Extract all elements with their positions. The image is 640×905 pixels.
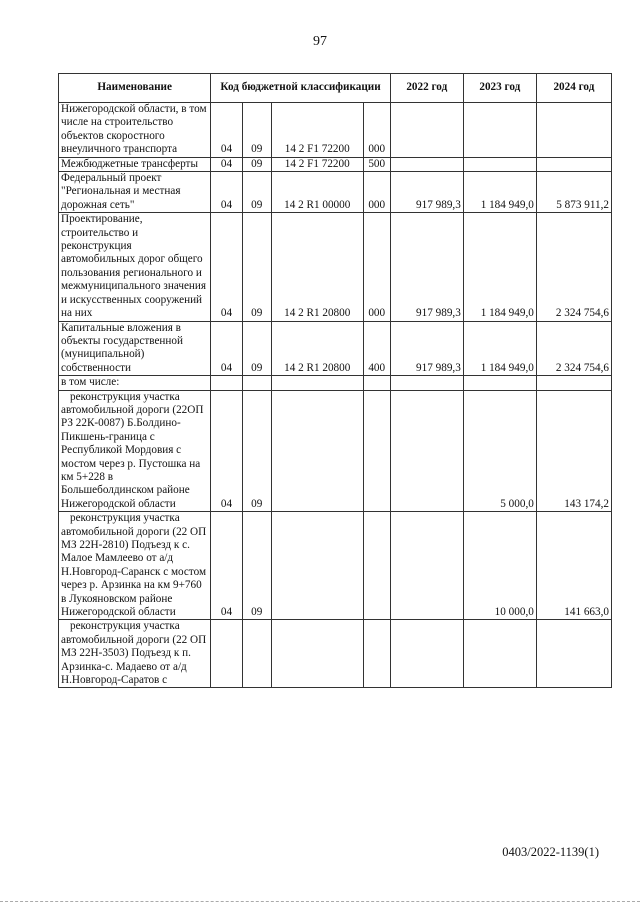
row-2022 (390, 103, 463, 158)
row-vr: 000 (363, 172, 390, 213)
row-name: в том числе: (59, 376, 211, 390)
row-name: Федеральный проект "Региональная и местная дорожная сеть" (59, 172, 211, 213)
row-pr: 09 (242, 213, 271, 321)
row-vr (363, 512, 390, 620)
table-row (59, 620, 612, 688)
row-2023 (463, 376, 536, 390)
row-csr (271, 620, 363, 688)
row-2022: 917 989,3 (390, 213, 463, 321)
table-row (59, 172, 612, 213)
table-row (59, 376, 612, 390)
row-2022 (390, 620, 463, 688)
row-csr (271, 390, 363, 512)
row-2024 (536, 157, 611, 171)
row-csr: 14 2 R1 20800 (271, 321, 363, 376)
row-2023: 1 184 949,0 (463, 213, 536, 321)
row-2022 (390, 512, 463, 620)
row-csr: 14 2 R1 00000 (271, 172, 363, 213)
row-2023: 5 000,0 (463, 390, 536, 512)
row-pr (242, 376, 271, 390)
row-vr (363, 390, 390, 512)
row-2022 (390, 157, 463, 171)
row-pr: 09 (242, 103, 271, 158)
table-row (59, 103, 612, 158)
row-vr (363, 376, 390, 390)
row-2024 (536, 103, 611, 158)
row-vr (363, 620, 390, 688)
header-code: Код бюджетной классификации (211, 74, 390, 103)
row-csr: 14 2 R1 20800 (271, 213, 363, 321)
row-rz (211, 620, 242, 688)
row-2022 (390, 376, 463, 390)
row-rz: 04 (211, 157, 242, 171)
row-csr (271, 512, 363, 620)
row-pr: 09 (242, 512, 271, 620)
row-name: Нижегородской области, в том числе на строительство объектов скоростного внеуличного транспорта (59, 103, 211, 158)
page-number: 97 (313, 34, 327, 49)
row-pr: 09 (242, 157, 271, 171)
row-vr: 500 (363, 157, 390, 171)
row-2023: 10 000,0 (463, 512, 536, 620)
row-vr: 000 (363, 213, 390, 321)
row-2022 (390, 390, 463, 512)
row-2023: 1 184 949,0 (463, 172, 536, 213)
row-name: реконструкция участка автомобильной дороги (22 ОП МЗ 22Н-3503) Подъезд к п. Арзинка-с. Мадаево от а/д Н.Новгород-Саратов с (59, 620, 211, 688)
table-row (59, 512, 612, 620)
table-row (59, 321, 612, 376)
row-csr (271, 376, 363, 390)
row-2023: 1 184 949,0 (463, 321, 536, 376)
row-2023 (463, 103, 536, 158)
row-2024: 2 324 754,6 (536, 321, 611, 376)
header-2022: 2022 год (390, 74, 463, 103)
row-rz: 04 (211, 172, 242, 213)
row-2024: 143 174,2 (536, 390, 611, 512)
row-2023 (463, 620, 536, 688)
row-csr: 14 2 F1 72200 (271, 103, 363, 158)
row-rz: 04 (211, 213, 242, 321)
row-2024: 141 663,0 (536, 512, 611, 620)
row-rz: 04 (211, 512, 242, 620)
row-2024: 5 873 911,2 (536, 172, 611, 213)
table-row (59, 213, 612, 321)
row-pr: 09 (242, 172, 271, 213)
row-pr (242, 620, 271, 688)
header-2024: 2024 год (536, 74, 611, 103)
row-name: Капитальные вложения в объекты государственной (муниципальной) собственности (59, 321, 211, 376)
row-pr: 09 (242, 390, 271, 512)
row-vr: 400 (363, 321, 390, 376)
row-name: реконструкция участка автомобильной дороги (22ОП РЗ 22К-0087) Б.Болдино-Пикшень-граница с Республикой Мордовия с мостом через р. Пустошка на км 5+228 в Большеболдинском районе Нижегородской области (59, 390, 211, 512)
budget-table (58, 73, 612, 688)
row-csr: 14 2 F1 72200 (271, 157, 363, 171)
row-rz: 04 (211, 321, 242, 376)
table-row (59, 390, 612, 512)
row-name: Проектирование, строительство и реконструкция автомобильных дорог общего пользования регионального и межмуниципального значения и искусственных сооружений на них (59, 213, 211, 321)
scan-edge-divider (0, 900, 640, 902)
row-2024: 2 324 754,6 (536, 213, 611, 321)
document-code: 0403/2022-1139(1) (502, 845, 599, 859)
row-2024 (536, 376, 611, 390)
row-pr: 09 (242, 321, 271, 376)
row-rz: 04 (211, 390, 242, 512)
row-2024 (536, 620, 611, 688)
table-row (59, 157, 612, 171)
row-name: Межбюджетные трансферты (59, 157, 211, 171)
row-rz: 04 (211, 103, 242, 158)
table-header-row (59, 74, 612, 103)
row-vr: 000 (363, 103, 390, 158)
header-2023: 2023 год (463, 74, 536, 103)
row-name: реконструкция участка автомобильной дороги (22 ОП МЗ 22Н-2810) Подъезд к с. Малое Мамлеево от а/д Н.Новгород-Саранск с мостом через р. Арзинка на км 9+760 в Лукояновском районе Нижегородской области (59, 512, 211, 620)
header-name: Наименование (59, 74, 211, 103)
row-2023 (463, 157, 536, 171)
row-2022: 917 989,3 (390, 172, 463, 213)
row-rz (211, 376, 242, 390)
row-2022: 917 989,3 (390, 321, 463, 376)
